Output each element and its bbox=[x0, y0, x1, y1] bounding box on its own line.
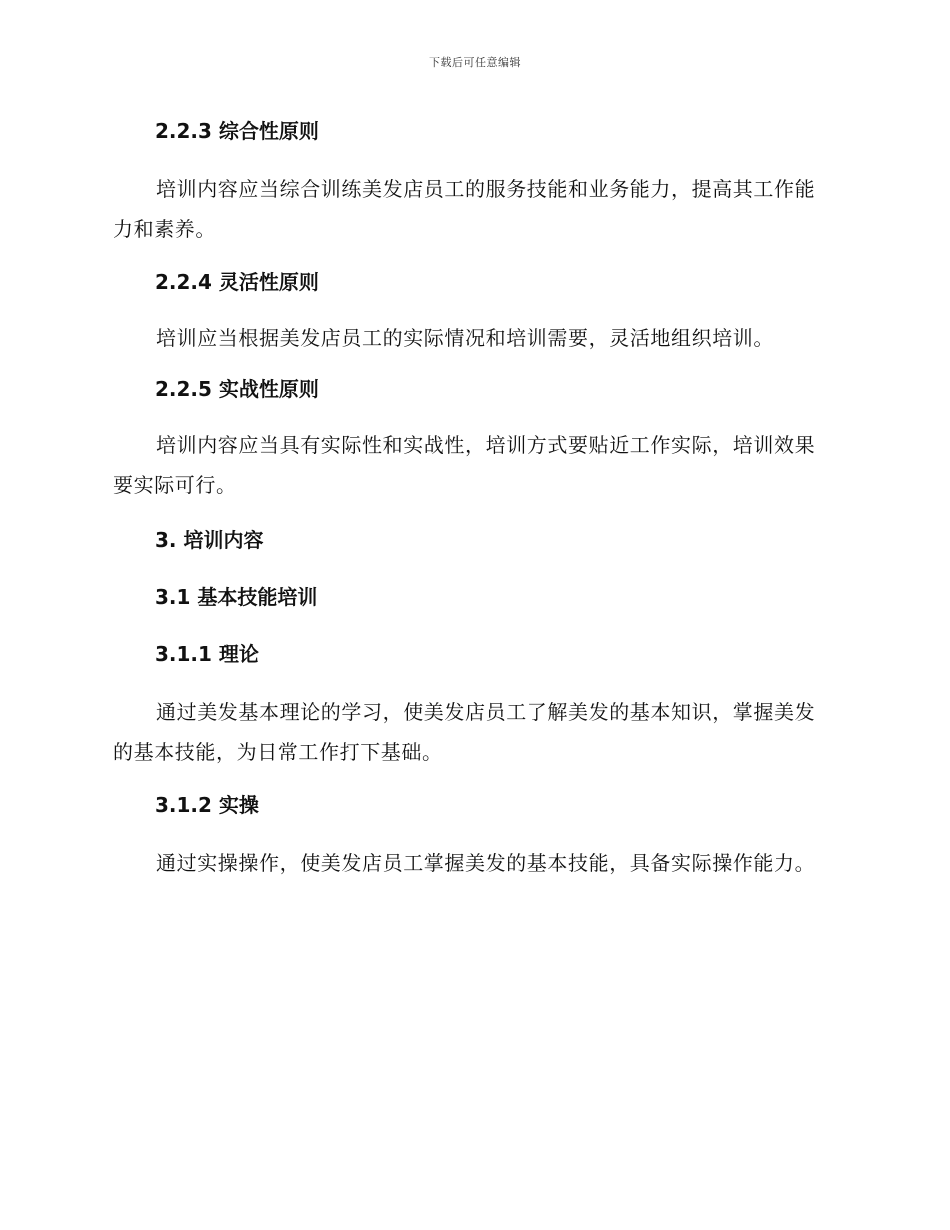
document-body bbox=[113, 112, 829, 883]
paragraph: 培训内容应当具有实际性和实战性，培训方式要贴近工作实际，培训效果要实际可行。 bbox=[113, 433, 816, 497]
paragraph: 培训应当根据美发店员工的实际情况和培训需要，灵活地组织培训。 bbox=[156, 326, 774, 350]
paragraph: 培训内容应当综合训练美发店员工的服务技能和业务能力，提高其工作能力和素养。 bbox=[113, 177, 816, 241]
paragraph: 通过美发基本理论的学习，使美发店员工了解美发的基本知识，掌握美发的基本技能，为日常工作打下基础。 bbox=[113, 700, 816, 764]
section-heading-2-2-3: 2.2.3 综合性原则 bbox=[155, 119, 319, 143]
paragraph: 通过实操操作，使美发店员工掌握美发的基本技能，具备实际操作能力。 bbox=[156, 851, 816, 875]
section-heading-3: 3. 培训内容 bbox=[155, 528, 264, 552]
section-heading-3-1-2: 3.1.2 实操 bbox=[155, 793, 259, 817]
section-heading-2-2-4: 2.2.4 灵活性原则 bbox=[155, 270, 319, 294]
section-heading-3-1-1: 3.1.1 理论 bbox=[155, 642, 259, 666]
section-heading-3-1: 3.1 基本技能培训 bbox=[155, 585, 318, 609]
section-heading-2-2-5: 2.2.5 实战性原则 bbox=[155, 377, 319, 401]
page-header-note: 下载后可任意编辑 bbox=[429, 56, 521, 69]
